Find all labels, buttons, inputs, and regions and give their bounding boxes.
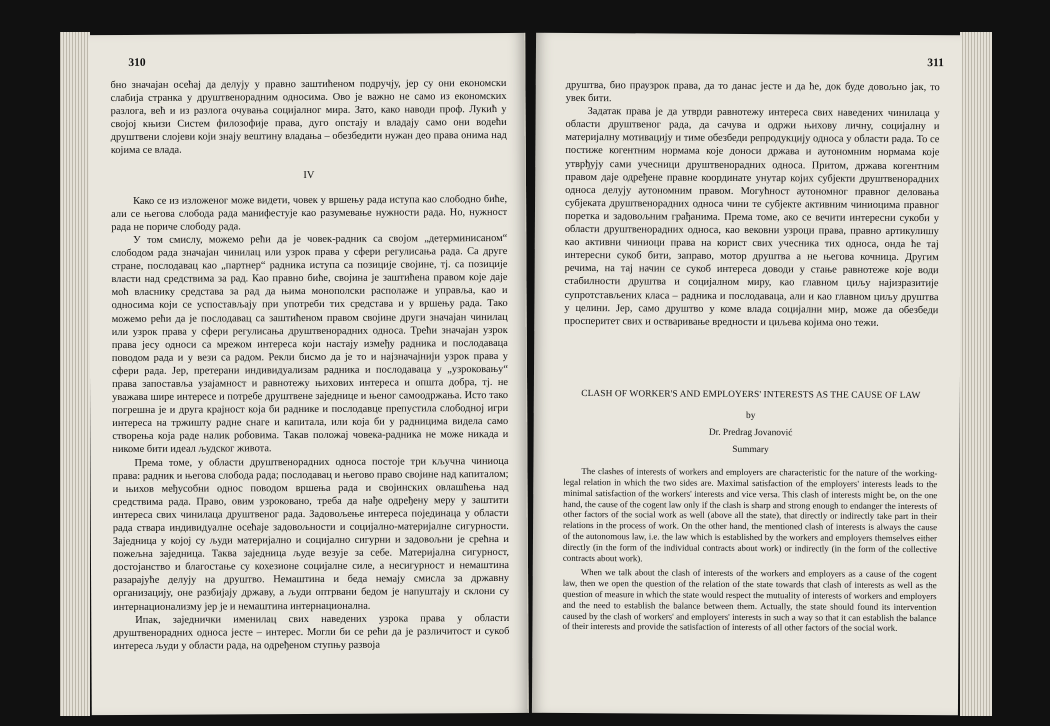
page-number-right: 311	[927, 57, 944, 70]
summary-paragraph: When we talk about the clash of interests of the workers and employers as a cause of the cogent law, then we open the question of the relation of the state towards that clash of interests as well as the question of measure in which the state would respect the mutuality of interests of workers and employers and the need to establish the balance between them. Actually, the state should found its intervention caused by the clash of workers' and employers' interests in such a way so that it can establish the balance of their interests and provide the satisfaction of interests of all other factors of the social work.	[562, 567, 937, 634]
summary-paragraph: The clashes of interests of workers and employers are characteristic for the nature of the working-legal relation in which the two sides are. Maximal satisfaction of the employers' interests leads to the minimal satisfaction of the workers' interests and vice versa. This clash of interests might be, on the one hand, the cause of the cogent law only if the clash is sharp and strong enough to endanger the interests of other factors of the social work as well (above all the state), that directly or indirectly take part in their relations in the process of work. On the other hand, the mentioned clash of interests is always the cause of the autonomous law, i.e. the law which is established by the workers and employers themselves either directly (in the form of the individual contracts about work) or indirectly (in the form of the collective contracts about work).	[562, 466, 938, 563]
paragraph: бно значајан осећај да делују у правно заштићеном подручју, јер су они економски слабија странка у друштвенорадним односима. Ово је важно не само из економских разлога, већ и из разлога очувања социјалног мира. Зато, како наводи проф. Лукић у својој књизи Систем филозофије права, дуго опстају и владају само они водећи друштвени слојеви који знају вештину владања – обезбедити нужан део права онима над којима се влада.	[110, 77, 507, 157]
paragraph: Како се из изложеног може видети, човек у вршењу рада иступа као слободно биће, али се његова слобода рада манифестује као разумевање нужности рада. Но, нужност рада не пориче слободу рада.	[111, 193, 508, 233]
right-page-edges	[960, 32, 992, 716]
paragraph: Ипак, заједнички именилац свих наведених узрока права у области друштвенорадних односа јесте – интерес. Могли би се рећи да је различитост и сукоб интереса људи у области рада, на одређеном ступњу развоја	[113, 612, 510, 652]
left-page	[88, 33, 529, 715]
paragraph: Према томе, у области друштвенорадних односа постоје три кључна чиниоца права: радник и његова слобода рада; послодавац и његово право својине над капиталом; и њихов међусобни однос поводом вршења рада и својинских овлашћења над средствима рада. Право, овим узроковано, треба да нађе одређену меру у заштити интереса свих чинилаца друштвеног рада. Задовољење интереса појединаца у области рада ствара индивидуалне осећаје задовољности и социјално-материјалне сигурности. Заједница у којој су људи материјално и социјално сигурни и задовољни је срећна и пожељна заједница. Таква заједница људе везује за себе. Материјална сигурност, достојанство и благостање су кохезионе социјалне силе, а несигурност и немаштина разарајуће делују на друштво. Немаштина и беда немају смисла за државну организацију, оне разбијају државу, а људи оптрвани бедом је напуштају и склони су интернационализму јер је и немаштина интернационална.	[112, 455, 510, 613]
english-by: by	[746, 410, 756, 421]
left-page-edges	[60, 32, 90, 716]
page-number-left: 310	[128, 56, 146, 69]
summary-heading: Summary	[732, 444, 769, 456]
summary-block	[562, 466, 937, 634]
english-title: CLASH OF WORKER'S AND EMPLOYERS' INTERESTS AS THE CAUSE OF LAW	[581, 388, 921, 401]
paragraph: друштва, био праузрок права, да то данас јесте и да ће, док буде довољно јак, то увек бити.	[565, 79, 940, 105]
left-page-body	[110, 77, 509, 653]
paragraph: У том смислу, можемо рећи да је човек-радник са својом „детерминисаном“ слободом рада значајан чинилац или узрок права у сфери регулисања рада. Са друге стране, послодавац као „партнер“ радника иступа са позиције својине, тј. са позиције власти над средствима за рад. Као правно биће, својина је заштићена правом које даје моћ власнику средстава за рад да њима монополски располаже и управља, као и односима који се успостављају при употреби тих средстава и у вршењу рада. Тако можемо рећи да је послодавац са заштићеном правом својине други значајан чинилац или узрок права у сфери регулисања друштвенорадних односа. Трећи значајан узрок права јесу односи са мрежом интереса који настају између радника и послодаваца поводом рада и у вези са радом. Рекли бисмо да је то и најзначајнији узрок права у сфери рада. Јер, претерани индивидуализам радника и послодаваца у „узроковању“ права запоставља узајамност и равнотежу њихових интереса и општа добра, тј. не уважава шире интересе и потребе друштвене заједнице и њеног самоодржања. Исто тако погрешна је и друга крајност која би раднике и послодавце препустила слободној игри интереса на тржишту радне снаге и капитала, или која би у радницима видела само створења која раде налик робовима. Такав положај човека-радника не може никада и никоме бити идеал људског живота.	[111, 232, 509, 456]
english-author: Dr. Predrag Jovanović	[708, 427, 793, 439]
paragraph: Задатак права је да утврди равнотежу интереса свих наведених чинилаца у области друштвеног рада, да сачува и одржи њихову личну, социјалну и материјалну мотивацију и тиме обезбеди репродукцију односа у области рада. То се постиже когентним нормама које доноси држава и аутономним нормама које утврђују сами учесници друштвенорадних односа. Притом, држава когентним правом даје одређене правне координате унутар којих субјекти друштвенорадних односа делују аутономним правом. Могућност аутономног правног деловања субјеката друштвенорадних односа чини те субјекте активним чиниоцима правног поретка и задовољним грађанима. Према томе, ако се вечити интересни сукоби у области друштвенорадних односа, као вековни узроци права, правно артикулишу као активни чиниоци права на корист свих учесника тих односа, онда ће тај интересни сукоб бити, заправо, мотор друштва а не његова кочница. Другим речима, на тај начин се сукоб интереса доводи у стање равнотеже које води стабилности друштва и социјалном миру, као главном циљу најизразитије супротстављених класа – радника и послодаваца, али и као главном циљу друштва у целини. Јер, само друштво у коме влада социјални мир, може да обезбеди просперитет свих и остваривање вредности и циљева којима оно тежи.	[564, 106, 940, 329]
section-heading: IV	[303, 169, 315, 181]
right-page	[532, 33, 962, 716]
right-page-body	[562, 79, 939, 638]
